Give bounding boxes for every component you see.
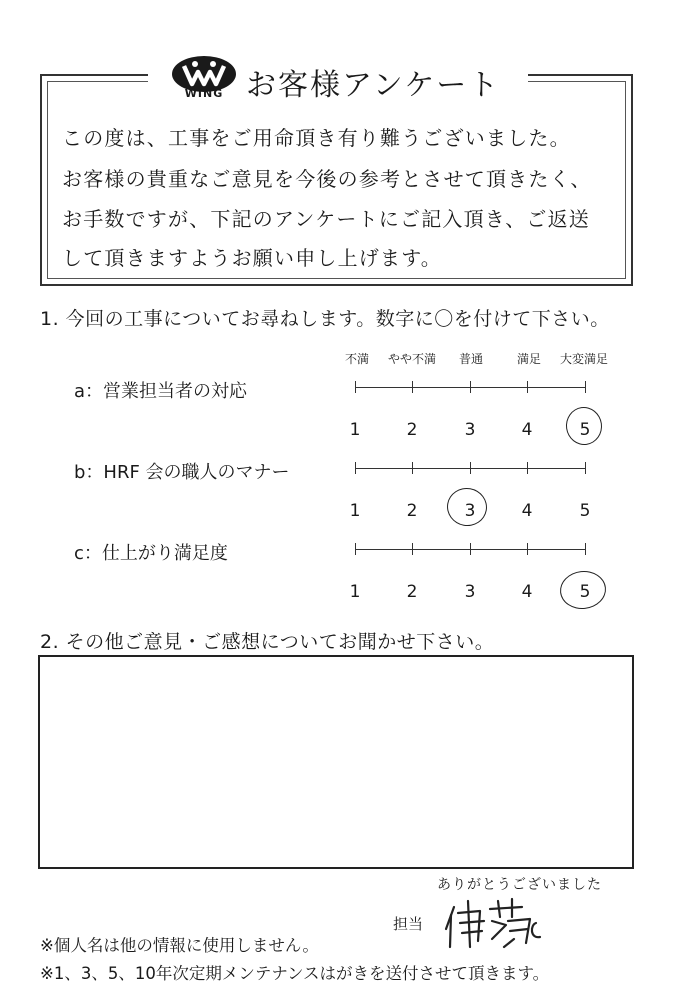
item-b-tick bbox=[470, 462, 471, 474]
staff-signature-icon bbox=[440, 895, 550, 955]
item-b-tick bbox=[527, 462, 528, 474]
item-c-tick bbox=[585, 543, 586, 555]
item-a-option-3[interactable]: 3 bbox=[464, 420, 476, 440]
item-b-option-5[interactable]: 5 bbox=[579, 501, 591, 521]
question-1-heading: 1. 今回の工事についてお尋ねします。数字に〇を付けて下さい。 bbox=[40, 308, 610, 330]
scale-label-3: 普通 bbox=[459, 352, 484, 366]
item-b-selected-circle bbox=[444, 485, 490, 529]
thanks-text: ありがとうございました bbox=[437, 877, 602, 893]
item-c-option-5[interactable]: 5 bbox=[579, 582, 591, 602]
item-a-tick bbox=[585, 381, 586, 393]
item-c-tick bbox=[355, 543, 356, 555]
item-c-tick bbox=[412, 543, 413, 555]
item-b-option-3[interactable]: 3 bbox=[464, 501, 476, 521]
item-c-option-3[interactable]: 3 bbox=[464, 582, 476, 602]
scale-label-4: 満足 bbox=[517, 352, 542, 366]
item-a-label: a：営業担当者の対応 bbox=[74, 381, 248, 402]
item-b-label: b：HRF 会の職人のマナー bbox=[74, 462, 290, 483]
logo-text: WING bbox=[184, 87, 224, 100]
item-c-option-1[interactable]: 1 bbox=[349, 582, 361, 602]
item-c-tick bbox=[470, 543, 471, 555]
intro-line-3: お手数ですが、下記のアンケートにご記入頂き、ご返送 bbox=[62, 207, 590, 231]
privacy-note: ※個人名は他の情報に使用しません。 bbox=[40, 936, 319, 955]
item-a-tick bbox=[527, 381, 528, 393]
item-a-option-4[interactable]: 4 bbox=[521, 420, 533, 440]
item-b-tick bbox=[355, 462, 356, 474]
item-a-option-5[interactable]: 5 bbox=[579, 420, 591, 440]
intro-line-4: して頂きますようお願い申し上げます。 bbox=[62, 246, 442, 270]
item-b-option-1[interactable]: 1 bbox=[349, 501, 361, 521]
item-a-option-2[interactable]: 2 bbox=[406, 420, 418, 440]
item-b-tick bbox=[412, 462, 413, 474]
item-b-option-4[interactable]: 4 bbox=[521, 501, 533, 521]
scale-label-5: 大変満足 bbox=[560, 352, 609, 366]
item-c-label: c：仕上がり満足度 bbox=[74, 543, 228, 564]
item-c-option-4[interactable]: 4 bbox=[521, 582, 533, 602]
item-a-tick bbox=[470, 381, 471, 393]
maintenance-note: ※1、3、5、10年次定期メンテナンスはがきを送付させて頂きます。 bbox=[40, 964, 550, 983]
item-c-option-2[interactable]: 2 bbox=[406, 582, 418, 602]
page-title: お客様アンケート bbox=[246, 68, 501, 103]
intro-line-2: お客様の貴重なご意見を今後の参考とさせて頂きたく、 bbox=[62, 167, 592, 191]
intro-line-1: この度は、工事をご用命頂き有り難うございました。 bbox=[62, 126, 571, 150]
item-a-selected-circle bbox=[564, 405, 605, 448]
item-c-tick bbox=[527, 543, 528, 555]
scale-label-2: やや不満 bbox=[388, 352, 437, 366]
item-a-tick bbox=[412, 381, 413, 393]
staff-label: 担当 bbox=[393, 915, 424, 933]
item-a-option-1[interactable]: 1 bbox=[349, 420, 361, 440]
item-b-tick bbox=[585, 462, 586, 474]
item-c-selected-circle bbox=[558, 569, 608, 612]
comment-box[interactable] bbox=[38, 655, 634, 869]
item-b-option-2[interactable]: 2 bbox=[406, 501, 418, 521]
item-a-tick bbox=[355, 381, 356, 393]
scale-label-1: 不満 bbox=[345, 352, 370, 366]
question-2-heading: 2. その他ご意見・ご感想についてお聞かせ下さい。 bbox=[40, 631, 495, 653]
